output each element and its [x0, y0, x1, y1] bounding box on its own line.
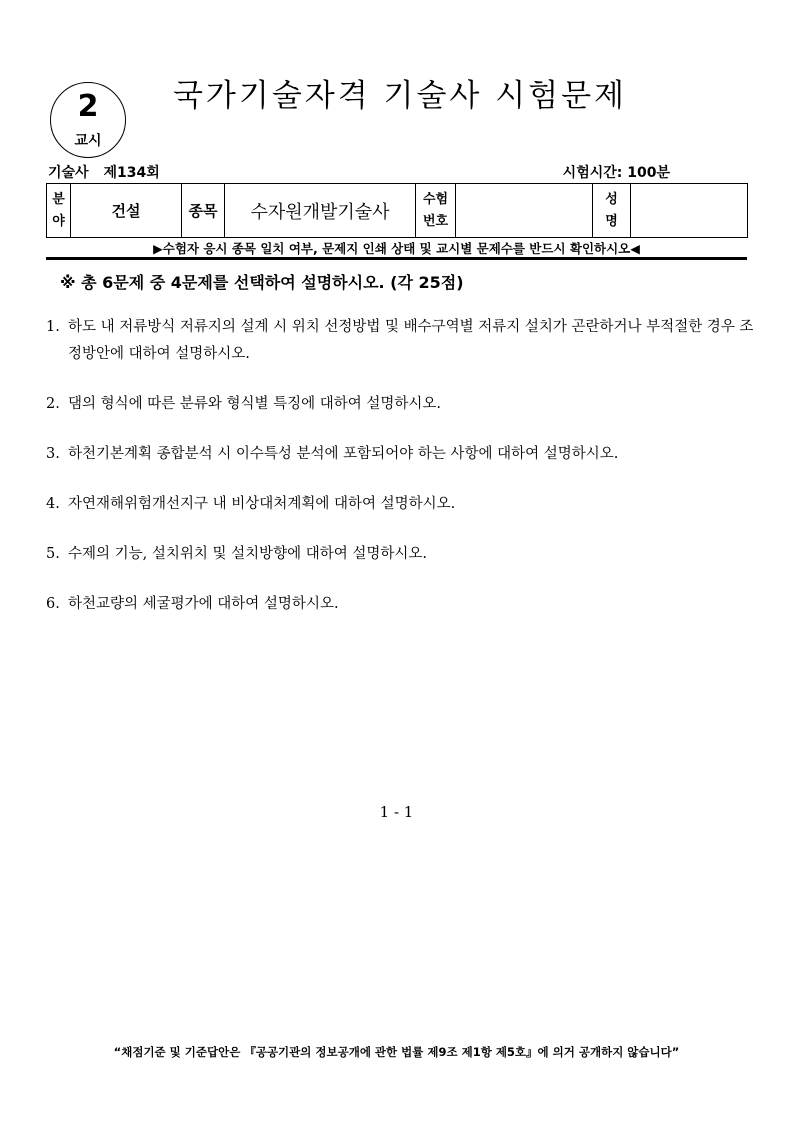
exam-no-label: 수험 번호	[422, 191, 449, 229]
category-value: 수자원개발기술사	[250, 201, 390, 223]
question-text: 자연재해위험개선지구 내 비상대처계획에 대하여 설명하시오.	[68, 496, 456, 512]
question-item	[46, 541, 758, 568]
exam-no-label-cell	[416, 184, 456, 238]
period-number: 2	[77, 89, 99, 124]
question-item	[46, 314, 758, 368]
question-text: 수제의 기능, 설치위치 및 설치방향에 대하여 설명하시오.	[68, 546, 428, 562]
question-number: 3.	[46, 446, 60, 462]
question-item	[46, 591, 758, 618]
question-item	[46, 441, 758, 468]
time-limit: 시험시간: 100분	[562, 165, 670, 181]
period-label: 교시	[74, 133, 102, 149]
page-number: 1 - 1	[379, 803, 414, 821]
question-item	[46, 491, 758, 518]
question-number: 2.	[46, 396, 60, 412]
field-value: 건설	[111, 202, 141, 220]
exam-type: 기술사	[48, 165, 89, 181]
field-label-cell	[47, 184, 71, 238]
exam-no-field[interactable]	[456, 184, 593, 238]
exam-info-table	[46, 183, 748, 238]
name-field[interactable]	[631, 184, 748, 238]
page-title: 국가기술자격 기술사 시험문제	[172, 78, 627, 114]
question-list	[46, 314, 758, 641]
category-label: 종목	[188, 202, 218, 220]
exam-round: 제134회	[103, 165, 160, 181]
question-number: 1.	[46, 319, 60, 335]
field-value-cell	[71, 184, 182, 238]
notice-text: ▶수험자 응시 종목 일치 여부, 문제지 인쇄 상태 및 교시별 문제수를 반드시 확인하시오◀	[153, 241, 640, 256]
question-number: 6.	[46, 596, 60, 612]
question-text: 하천기본계획 종합분석 시 이수특성 분석에 포함되어야 하는 사항에 대하여 설명하시오.	[68, 446, 619, 462]
divider	[46, 257, 747, 260]
instruction-text: ※ 총 6문제 중 4문제를 선택하여 설명하시오. (각 25점)	[60, 273, 464, 292]
question-number: 5.	[46, 546, 60, 562]
field-label: 분 야	[52, 191, 65, 229]
category-value-cell	[225, 184, 416, 238]
category-label-cell	[182, 184, 225, 238]
period-badge	[50, 82, 126, 158]
name-label: 성 명	[605, 191, 618, 229]
question-number: 4.	[46, 496, 60, 512]
exam-meta-row	[48, 162, 748, 182]
question-text: 하천교량의 세굴평가에 대하여 설명하시오.	[68, 596, 339, 612]
name-label-cell	[593, 184, 631, 238]
question-text: 하도 내 저류방식 저류지의 설계 시 위치 선정방법 및 배수구역별 저류지 설치가 곤란하거나 부적절한 경우 조정방안에 대하여 설명하시오.	[68, 319, 754, 362]
footer-disclaimer: “채점기준 및 기준답안은 『공공기관의 정보공개에 관한 법률 제9조 제1항 제5호』에 의거 공개하지 않습니다”	[113, 1045, 680, 1059]
question-item	[46, 391, 758, 418]
question-text: 댐의 형식에 따른 분류와 형식별 특징에 대하여 설명하시오.	[68, 396, 442, 412]
